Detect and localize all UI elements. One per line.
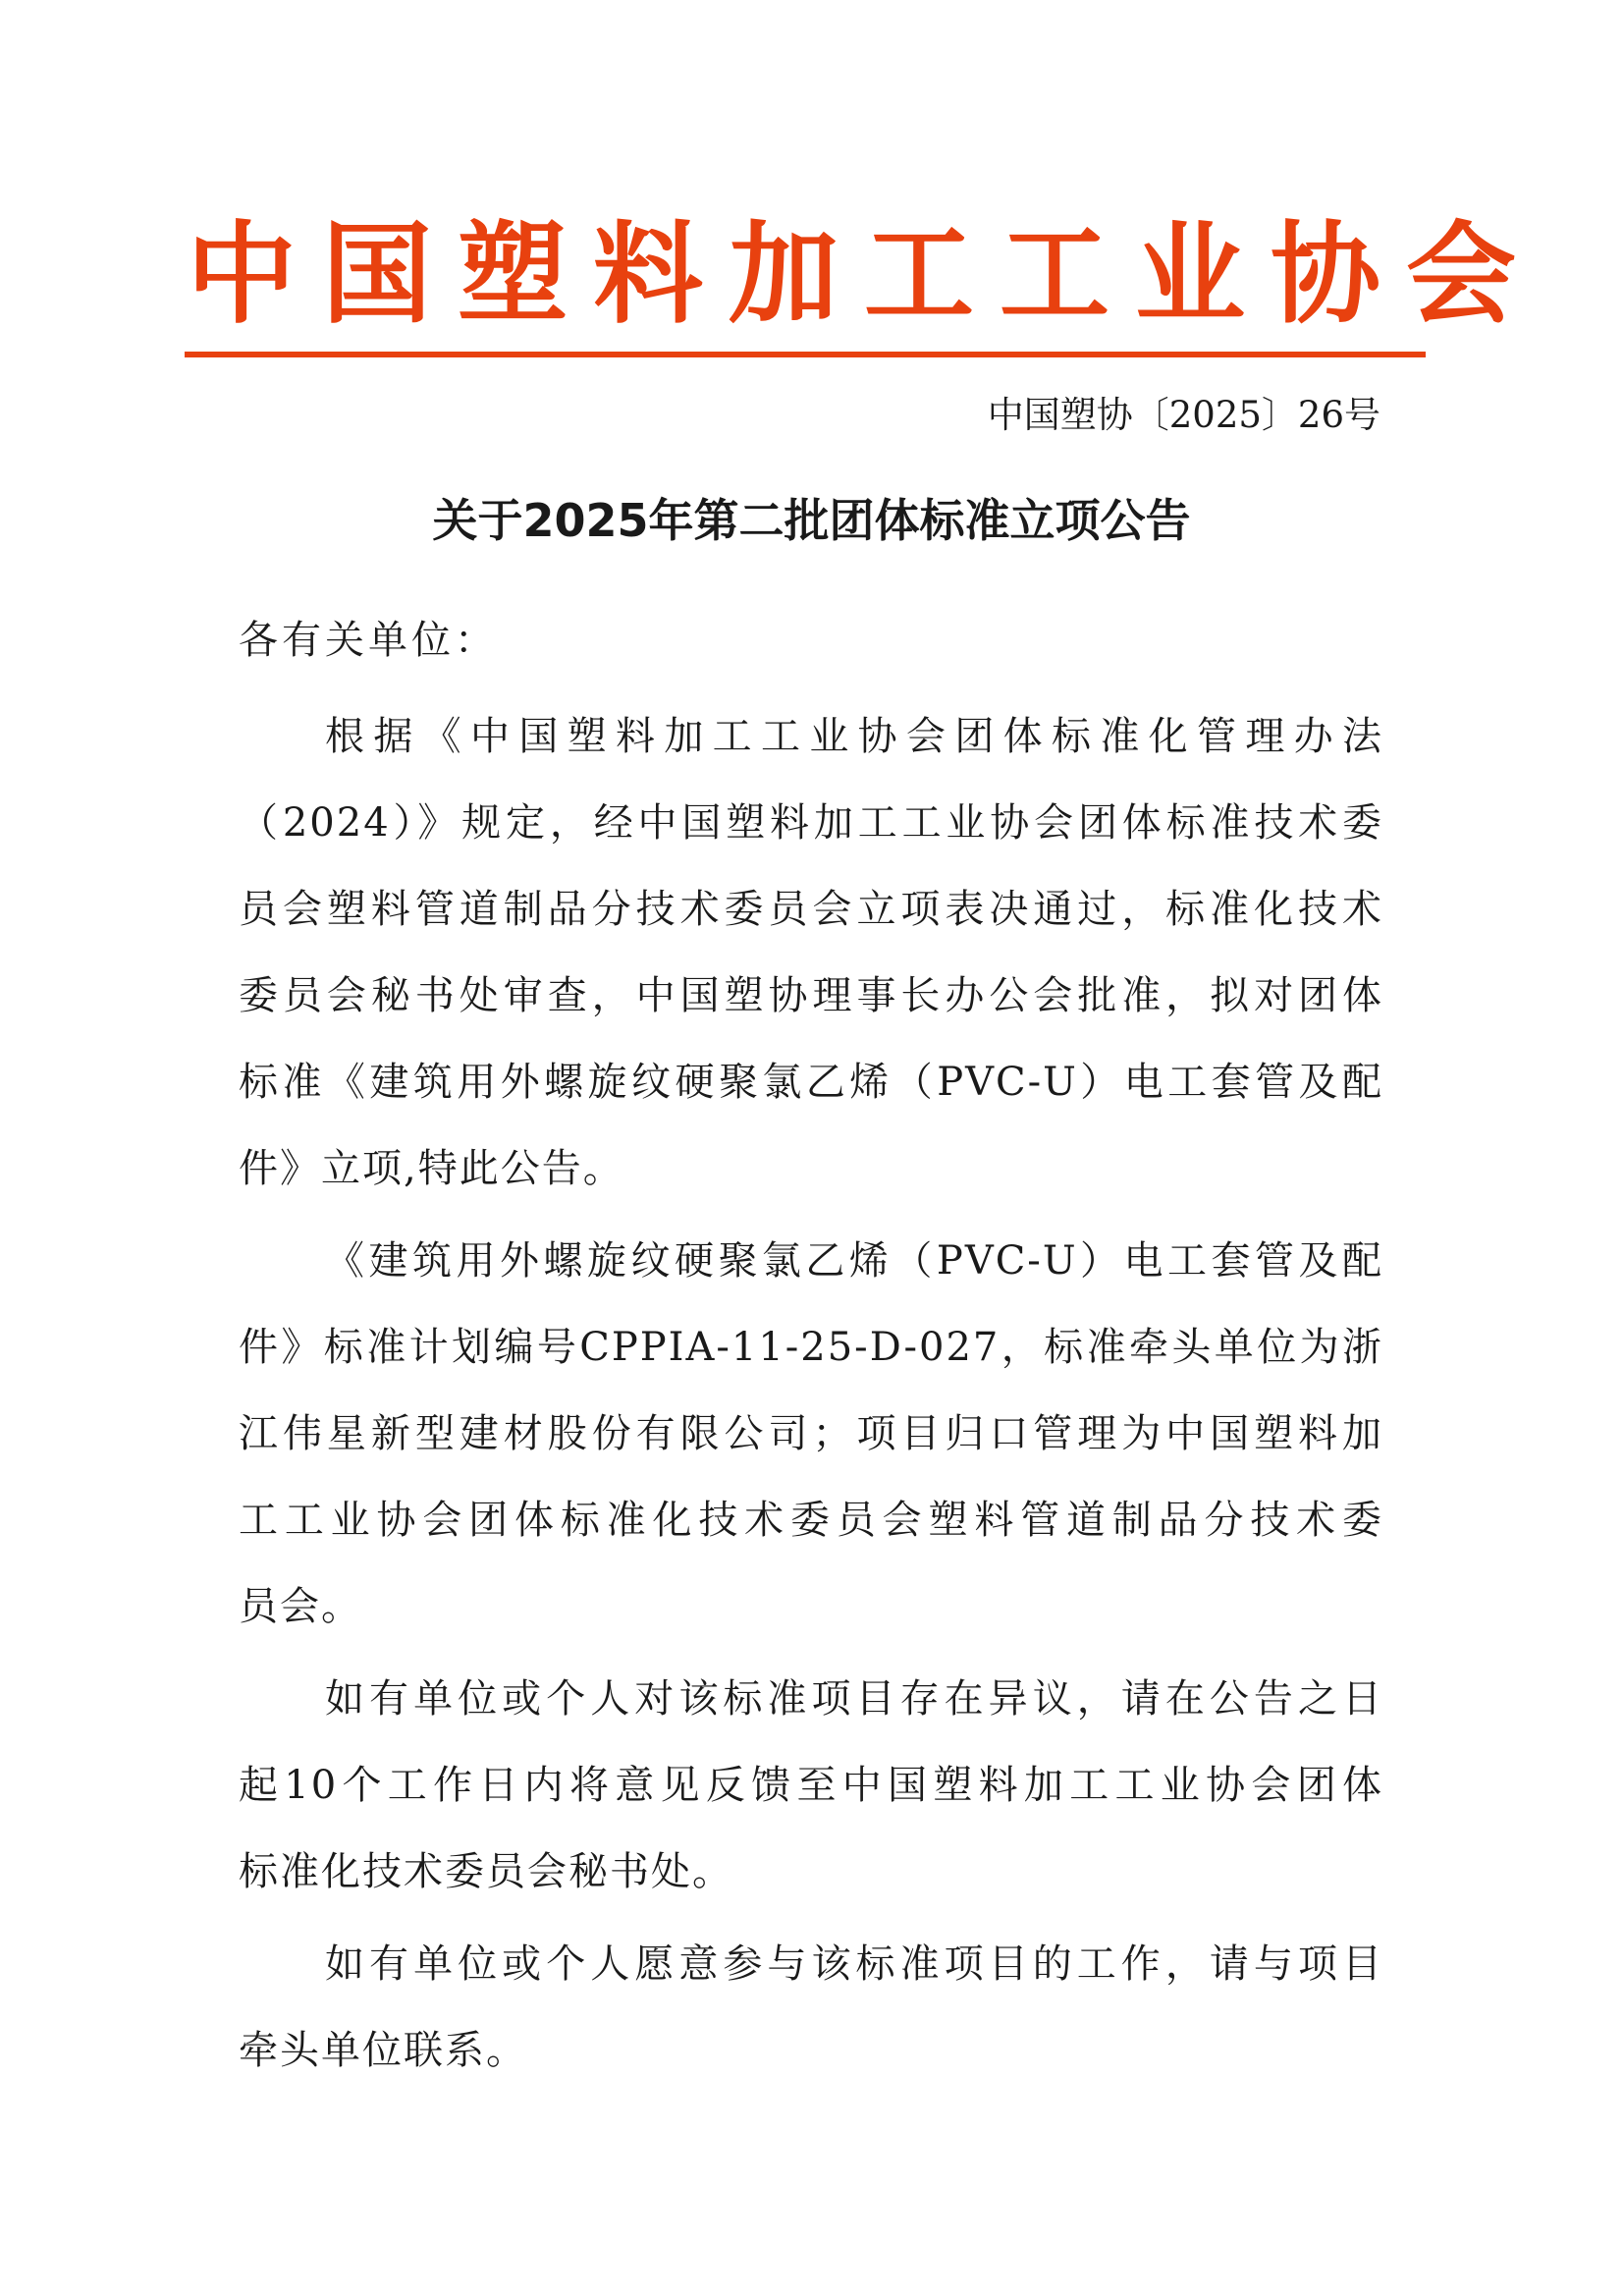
paragraph-3-line: 起10个工作日内将意见反馈至中国塑料加工工业协会团体 xyxy=(239,1763,1383,1808)
paragraph-1-line: 标准《建筑用外螺旋纹硬聚氯乙烯（PVC-U）电工套管及配 xyxy=(239,1060,1383,1105)
paragraph-3-line: 如有单位或个人对该标准项目存在异议，请在公告之日 xyxy=(325,1676,1383,1722)
paragraph-2-line: 工工业协会团体标准化技术委员会塑料管道制品分技术委 xyxy=(239,1498,1383,1543)
paragraph-1-line: 根据《中国塑料加工工业协会团体标准化管理办法 xyxy=(325,714,1383,759)
salutation: 各有关单位： xyxy=(239,618,498,663)
paragraph-2-line: 《建筑用外螺旋纹硬聚氯乙烯（PVC-U）电工套管及配 xyxy=(325,1238,1383,1284)
paragraph-1-line: 委员会秘书处审查，中国塑协理事长办公会批准，拟对团体 xyxy=(239,973,1383,1018)
letterhead-red-rule xyxy=(185,352,1426,357)
paragraph-4-line: 如有单位或个人愿意参与该标准项目的工作，请与项目 xyxy=(325,1941,1383,1987)
paragraph-2-line: 件》标准计划编号CPPIA-11-25-D-027，标准牵头单位为浙 xyxy=(239,1325,1383,1370)
paragraph-1-line: 员会塑料管道制品分技术委员会立项表决通过，标准化技术 xyxy=(239,887,1383,932)
paragraph-3-line: 标准化技术委员会秘书处。 xyxy=(239,1849,733,1894)
paragraph-4-line: 牵头单位联系。 xyxy=(239,2028,527,2073)
letterhead-title: 中国塑料加工工业协会 xyxy=(187,211,1542,339)
paragraph-1-line: （2024）》规定，经中国塑料加工工业协会团体标准技术委 xyxy=(239,800,1383,846)
document-number: 中国塑协〔2025〕26号 xyxy=(987,394,1380,436)
document-body xyxy=(239,693,1383,2094)
paragraph-1-line: 件》立项,特此公告。 xyxy=(239,1146,624,1191)
paragraph-2-line: 江伟星新型建材股份有限公司；项目归口管理为中国塑料加 xyxy=(239,1411,1383,1456)
paragraph-2-line: 员会。 xyxy=(239,1584,362,1629)
document-title: 关于2025年第二批团体标准立项公告 xyxy=(432,494,1191,547)
